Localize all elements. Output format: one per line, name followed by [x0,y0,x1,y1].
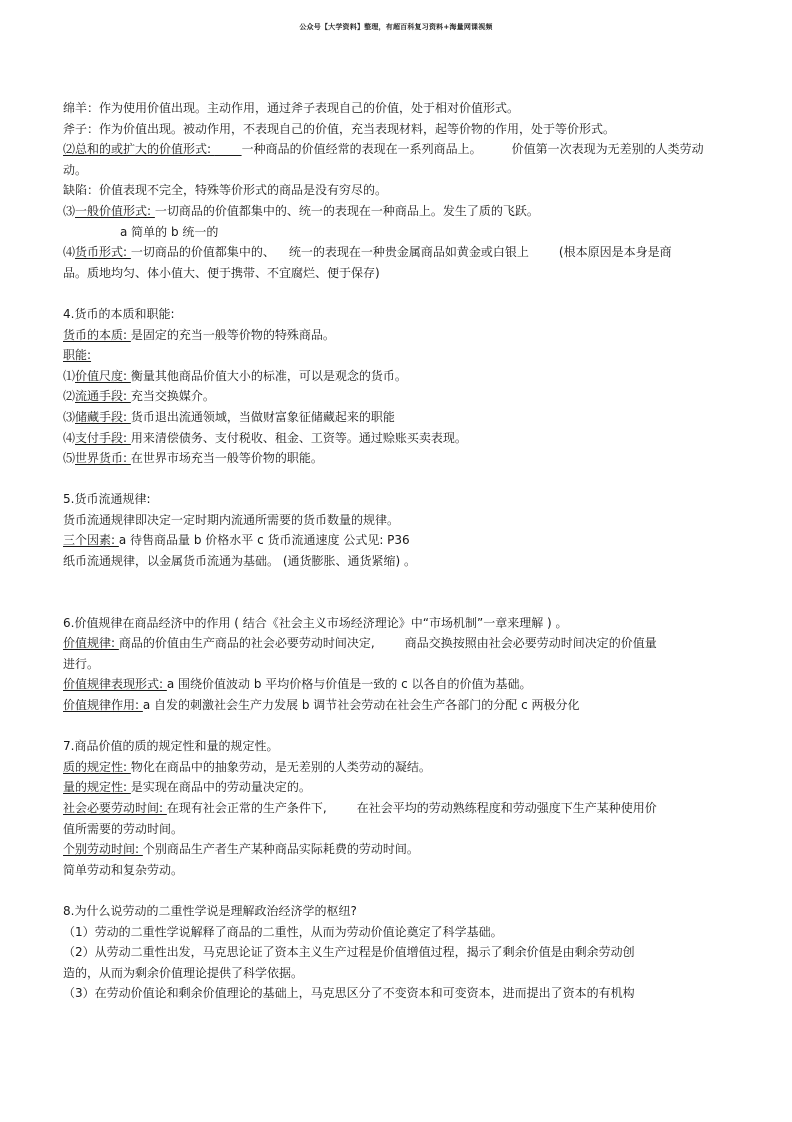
text-line: 绵羊：作为使用价值出现。主动作用，通过斧子表现自己的价值，处于相对价值形式。 [63,101,520,115]
text-line [63,325,723,346]
definition-text: 在现有社会正常的生产条件下, [166,801,327,815]
definition-text: 统一的表现在一种贵金属商品如黄金或白银上 [288,245,529,260]
list-item [63,386,723,407]
term-money-essence: 货币的本质: [63,327,131,342]
section-title: 7.商品价值的质的规定性和量的规定性。 [63,739,279,754]
text-line: 斧子：作为价值出现。被动作用，不表现自己的价值，充当表现材料，起等价物的作用，处于等价形式。 [63,121,616,136]
term-socially-necessary-time: 社会必要劳动时间: [63,801,167,815]
item-number: ⑴ [63,368,76,383]
definition-text: 一切商品的价值都集中的、 [130,245,275,260]
list-item [63,407,723,428]
term-law-of-value: 价值规律: [63,636,119,651]
item-number: ⑶ [63,203,76,218]
list-item [63,366,723,387]
definition-text: 个别商品生产者生产某种商品实际耗费的劳动时间。 [142,842,419,857]
term: 价值尺度: [75,368,131,383]
term-law-effects: 价值规律作用: [63,698,143,713]
text-line: 进行。 [63,656,100,671]
term: 流通手段: [75,389,131,404]
definition-text: 衡量其他商品价值大小的标准，可以是观念的货币。 [130,368,407,383]
definition-text: 在社会平均的劳动熟练程度和劳动强度下生产某种使用价 [356,801,657,815]
section-title: 8.为什么说劳动的二重性学说是理解政治经济学的枢纽? [63,903,357,918]
item-number: ⑶ [63,409,76,424]
text-line [63,695,723,716]
text-line [63,674,723,695]
document-body [63,98,723,1004]
text-line: 品。质地均匀、体小值大、便于携带、不宜腐烂、便于保存) [63,265,380,280]
text-line [63,633,723,654]
text-line: 缺陷：价值表现不完全，特殊等价形式的商品是没有穷尽的。 [63,183,388,198]
definition-text: a 待售商品量 b 价格水平 c 货币流通速度 公式见: P36 [118,533,410,548]
text-line [63,777,723,798]
text-line [63,201,723,222]
definition-text: 物化在商品中的抽象劳动，是无差别的人类劳动的凝结。 [130,759,431,774]
definition-text: 商品的价值由生产商品的社会必要劳动时间决定, [118,636,375,651]
term: 储藏手段: [75,409,131,424]
page-header: 公众号【大学资料】整理，有超百科复习资料+海量网课视频 [299,23,493,31]
text-line [63,757,723,778]
section-title: 4.货币的本质和职能: [63,306,175,321]
text-line [63,798,723,819]
text-line: （2）从劳动二重性出发，马克思论证了资本主义生产过程是价值增值过程，揭示了剩余价值是由剩余劳动创 [63,945,635,960]
term-law-forms: 价值规律表现形式: [63,677,167,692]
item-number: ⑷ [63,430,76,445]
text-line: 值所需要的劳动时间。 [63,821,184,836]
term-money-form: 货币形式: [75,245,131,260]
text-line: 货币流通规律即决定一定时期内流通所需要的货币数量的规律。 [63,512,400,527]
text-line: 造的，从而为剩余价值理论提供了科学依据。 [63,965,304,980]
text-line [63,139,723,160]
definition-text: 一切商品的价值都集中的、统一的表现在一种商品上。发生了质的飞跃。 [154,203,539,218]
section-title: 5.货币流通规律: [63,492,151,507]
definition-text: 是实现在商品中的劳动量决定的。 [130,780,311,795]
list-item [63,428,723,449]
term-general-value-form: 一般价值形式: [75,203,155,218]
text-line: 简单劳动和复杂劳动。 [63,862,184,877]
definition-text: a 自发的刺激社会生产力发展 b 调节社会劳动在社会生产各部门的分配 c 两极分化 [142,698,580,713]
text-line [63,345,723,366]
term-quality: 质的规定性: [63,759,131,774]
definition-text: 货币退出流通领域，当做财富象征储藏起来的职能 [130,409,395,424]
term-expanded-value-form: ⑵总和的或扩大的价值形式: [63,142,215,157]
definition-text: 商品交换按照由社会必要劳动时间决定的价值量 [404,636,657,651]
item-number: ⑸ [63,451,76,466]
definition-text: 价值第一次表现为无差别的人类劳动 [511,142,704,157]
text-line: a 简单的 b 统一的 [120,224,219,239]
text-line: （1）劳动的二重性学说解释了商品的二重性，从而为劳动价值论奠定了科学基础。 [63,924,503,939]
underline-blank [215,142,242,156]
definition-text: 是固定的充当一般等价物的特殊商品。 [130,327,335,342]
definition-text: 在世界市场充当一般等价物的职能。 [130,451,323,466]
definition-text: 充当交换媒介。 [130,389,215,404]
definition-text: 用来清偿债务、支付税收、租金、工资等。通过赊账买卖表现。 [130,430,467,445]
list-item [63,448,723,469]
definition-text: 一种商品的价值经常的表现在一系列商品上。 [241,142,482,157]
definition-text: a 围绕价值波动 b 平均价格与价值是一致的 c 以各自的价值为基础。 [166,677,532,692]
term-three-factors: 三个因素: [63,533,119,548]
term-functions: 职能: [63,348,92,363]
item-number: ⑵ [63,389,76,404]
text-line: 纸币流通规律，以金属货币流通为基础。 (通货膨胀、通货紧缩) 。 [63,554,416,569]
text-line: （3）在劳动价值论和剩余价值理论的基础上，马克思区分了不变资本和可变资本，进而提出了资本的有机构 [63,986,635,1001]
text-line [63,530,723,551]
term: 支付手段: [75,430,131,445]
definition-text: (根本原因是本身是商 [558,245,672,260]
term-quantity: 量的规定性: [63,780,131,795]
item-number: ⑷ [63,245,76,260]
text-line: 动。 [63,162,88,177]
term: 世界货币: [75,451,131,466]
section-title: 6.价值规律在商品经济中的作用 ( 结合《社会主义市场经济理论》中“市场机制”一章来理解 ) 。 [63,615,568,630]
text-line [63,839,723,860]
text-line [63,242,723,263]
term-individual-time: 个别劳动时间: [63,842,143,857]
